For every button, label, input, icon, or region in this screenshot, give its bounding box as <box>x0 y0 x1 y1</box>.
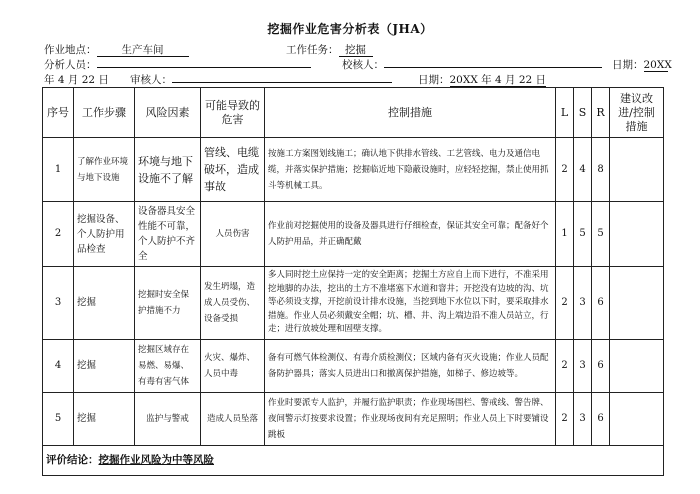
reviewer-value <box>172 82 392 83</box>
row-risk: 设备器具安全性能不可靠，个人防护不齐全 <box>135 202 201 267</box>
task-label: 工作任务： <box>286 44 339 56</box>
verifier-value <box>384 67 602 68</box>
analyst-value <box>97 67 311 68</box>
row-risk: 挖掘区域存在易燃、易爆、有毒有害气体 <box>135 339 201 392</box>
row-l: 2 <box>556 392 574 445</box>
row-l: 2 <box>556 138 574 202</box>
row-no: 4 <box>43 339 74 392</box>
date2-line <box>418 72 546 87</box>
date2-label: 日期： <box>418 74 450 86</box>
header-advice: 建议改进/控制措施 <box>610 88 664 138</box>
date-value: 20XX <box>643 59 672 71</box>
header-risk: 风险因素 <box>135 88 201 138</box>
row-r: 6 <box>592 267 610 340</box>
row-step: 挖掘 <box>74 392 135 445</box>
analyst-label: 分析人员： <box>44 59 97 71</box>
row-advice <box>610 202 664 267</box>
row-step: 挖掘设备、个人防护用品检查 <box>74 202 135 267</box>
row-advice <box>610 339 664 392</box>
row-r: 6 <box>592 392 610 445</box>
conclusion-row <box>43 445 664 475</box>
table-header-row <box>43 88 664 138</box>
date2-value: 20XX 年 4 月 22 日 <box>449 74 547 86</box>
table-row <box>43 392 664 445</box>
row-harm: 造成人员坠落 <box>201 392 265 445</box>
date-continuation: 年 4 月 22 日 <box>44 74 109 86</box>
row-r: 5 <box>592 202 610 267</box>
conclusion-value: 挖掘作业风险为中等风险 <box>98 454 214 466</box>
table-row <box>43 202 664 267</box>
row-step: 挖掘 <box>74 267 135 340</box>
row-control: 多人同时挖土应保持一定的安全距离；挖掘土方应自上而下进行，不准采用挖地脚的办法，挖出的土方不准堵塞下水道和窨井；开挖没有边坡的沟、坑等必须设支撑，开挖前设计排水设施，当挖到地下水位以下时，要采取排水措施。作业人员必须戴安全帽；坑、槽、井、沟上端边沿不准人员站立，行走；进行放坡处理和固壁支撑。 <box>265 267 556 340</box>
row-l: 2 <box>556 339 574 392</box>
row-r: 6 <box>592 339 610 392</box>
row-control: 备有可燃气体检测仪、有毒介质检测仪；区域内备有灭火设施；作业人员配备防护器具；落实人员进出口和撤离保护措施，如梯子、修边坡等。 <box>265 339 556 392</box>
row-s: 5 <box>574 202 592 267</box>
row-step: 了解作业环境与地下设施 <box>74 138 135 202</box>
date-line <box>612 57 672 72</box>
row-no: 5 <box>43 392 74 445</box>
row-s: 3 <box>574 267 592 340</box>
table-row <box>43 267 664 340</box>
reviewer-label: 审核人： <box>130 74 172 86</box>
row-r: 8 <box>592 138 610 202</box>
row-control: 按施工方案图划线施工；确认地下供排水管线、工艺管线、电力及通信电缆，并落实保护措施；挖掘临近地下隐蔽设施时，应轻轻挖掘，禁止使用抓斗等机械工具。 <box>265 138 556 202</box>
reviewer-line <box>130 72 392 87</box>
header-no: 序号 <box>43 88 74 138</box>
row-harm: 火灾、爆炸、人员中毒 <box>201 339 265 392</box>
location-label: 作业地点： <box>44 44 97 56</box>
table-row <box>43 339 664 392</box>
jha-table <box>42 87 664 476</box>
row-step: 挖掘 <box>74 339 135 392</box>
header-step: 工作步骤 <box>74 88 135 138</box>
row-l: 1 <box>556 202 574 267</box>
location-value: 生产车间 <box>97 44 189 57</box>
row-risk: 环境与地下设施不了解 <box>135 138 201 202</box>
location-line <box>44 42 189 57</box>
row-s: 3 <box>574 392 592 445</box>
header-l: L <box>556 88 574 138</box>
conclusion-cell <box>43 445 664 475</box>
conclusion-label: 评价结论： <box>46 454 99 466</box>
header-control: 控制措施 <box>265 88 556 138</box>
row-no: 2 <box>43 202 74 267</box>
header-s: S <box>574 88 592 138</box>
task-value: 挖掘 <box>339 44 373 57</box>
task-line <box>286 42 373 57</box>
row-control: 作业前对挖掘使用的设备及器具进行仔细检查，保证其安全可靠；配备好个人防护用品，并正确配戴 <box>265 202 556 267</box>
row-s: 3 <box>574 339 592 392</box>
header-r: R <box>592 88 610 138</box>
row-risk: 挖掘时安全保护措施不力 <box>135 267 201 340</box>
row-l: 2 <box>556 267 574 340</box>
row-harm: 管线、电缆破坏，造成事故 <box>201 138 265 202</box>
page-title: 挖掘作业危害分析表（JHA） <box>267 22 433 36</box>
analyst-line <box>44 57 311 72</box>
row-advice <box>610 267 664 340</box>
row-s: 4 <box>574 138 592 202</box>
date-label: 日期： <box>612 59 644 71</box>
header-harm: 可能导致的危害 <box>201 88 265 138</box>
row-no: 3 <box>43 267 74 340</box>
verifier-label: 校核人： <box>342 59 384 71</box>
row-harm: 发生坍塌，造成人员受伤、设备受损 <box>201 267 265 340</box>
row-risk: 监护与警戒 <box>135 392 201 445</box>
table-row <box>43 138 664 202</box>
row-advice <box>610 138 664 202</box>
row-no: 1 <box>43 138 74 202</box>
row-control: 作业时要派专人监护，并履行监护职责；作业现场围栏、警戒线、警告牌、夜间警示灯按要求设置；作业现场夜间有充足照明；作业人员上下时要铺设跳板 <box>265 392 556 445</box>
row-harm: 人员伤害 <box>201 202 265 267</box>
row-advice <box>610 392 664 445</box>
verifier-line <box>342 57 602 72</box>
